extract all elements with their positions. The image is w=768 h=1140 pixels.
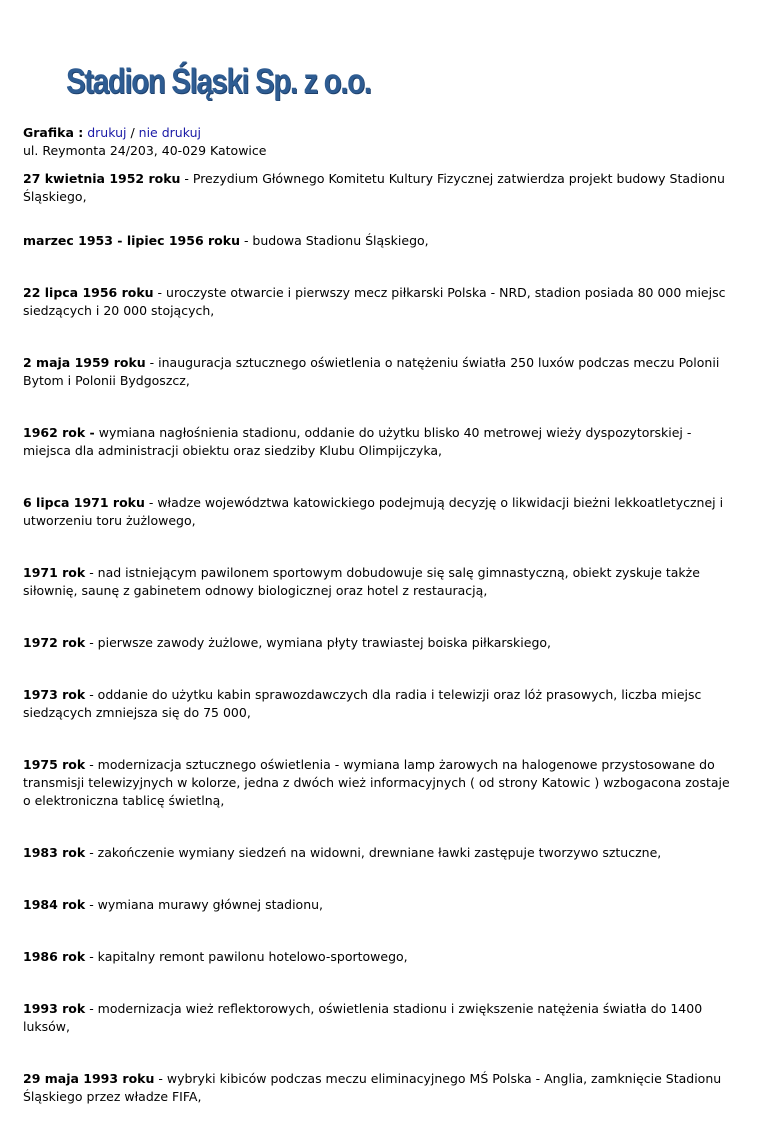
entry-date: 1962 rok - [23, 425, 95, 440]
entry-text: - modernizacja sztucznego oświetlenia - wymiana lamp żarowych na halogenowe przystosowane do transmisji telewizyjnych w kolorze, jedna z dwóch wież informacyjnych ( od strony Katowic ) wzbogacona zostaje o elektroniczna tablicę świetlną, [23, 757, 730, 808]
company-logo: Stadion Śląski Sp. z o.o. [66, 62, 371, 101]
entry-date: 1971 rok [23, 565, 86, 580]
entry-text: - kapitalny remont pawilonu hotelowo-sportowego, [85, 949, 408, 964]
grafika-label: Grafika : [23, 125, 84, 140]
entry-date: 1972 rok [23, 635, 86, 650]
timeline-entry [23, 896, 735, 914]
address: ul. Reymonta 24/203, 40-029 Katowice [23, 143, 267, 158]
entry-date: 1986 rok [23, 949, 86, 964]
timeline-entry [23, 284, 735, 320]
timeline-entry [23, 354, 735, 390]
entry-date: 1975 rok [23, 757, 86, 772]
timeline-entry [23, 948, 735, 966]
timeline-entry [23, 494, 735, 530]
entry-text: - nad istniejącym pawilonem sportowym dobudowuje się salę gimnastyczną, obiekt zyskuje także siłownię, saunę z gabinetem odnowy biologicznej oraz hotel z restauracją, [23, 565, 700, 598]
timeline-entry [23, 170, 735, 206]
entry-text: - pierwsze zawody żużlowe, wymiana płyty trawiastej boiska piłkarskiego, [85, 635, 552, 650]
entry-date: marzec 1953 - lipiec 1956 roku [23, 233, 240, 248]
timeline-entry [23, 1070, 735, 1106]
timeline-entry [23, 1000, 735, 1036]
entry-date: 27 kwietnia 1952 roku [23, 171, 181, 186]
entry-text: - uroczyste otwarcie i pierwszy mecz piłkarski Polska - NRD, stadion posiada 80 000 miejsc siedzących i 20 000 stojących, [23, 285, 726, 318]
entry-text: - oddanie do użytku kabin sprawozdawczych dla radia i telewizji oraz lóż prasowych, liczba miejsc siedzących zmniejsza się do 75 000, [23, 687, 702, 720]
entry-date: 29 maja 1993 roku [23, 1071, 155, 1086]
print-link[interactable]: drukuj [87, 125, 127, 140]
entry-date: 22 lipca 1956 roku [23, 285, 154, 300]
entry-text: - Prezydium Głównego Komitetu Kultury Fizycznej zatwierdza projekt budowy Stadionu Śląskiego, [23, 171, 725, 204]
timeline-entry [23, 564, 735, 600]
entry-text: - inauguracja sztucznego oświetlenia o natężeniu światła 250 luxów podczas meczu Polonii Bytom i Polonii Bydgoszcz, [23, 355, 720, 388]
timeline [23, 170, 735, 1106]
link-separator: / [130, 125, 135, 140]
entry-date: 1973 rok [23, 687, 86, 702]
entry-date: 2 maja 1959 roku [23, 355, 146, 370]
entry-text: - władze województwa katowickiego podejmują decyzję o likwidacji bieżni lekkoatletycznej i utworzeniu toru żużlowego, [23, 495, 724, 528]
timeline-entry [23, 686, 735, 722]
entry-text: wymiana nagłośnienia stadionu, oddanie do użytku blisko 40 metrowej wieży dyspozytorskiej - miejsca dla administracji obiektu oraz siedziby Klubu Olimpijczyka, [23, 425, 692, 458]
document-content [23, 124, 735, 1140]
entry-text: - zakończenie wymiany siedzeń na widowni, drewniane ławki zastępuje tworzywo sztuczne, [85, 845, 662, 860]
timeline-entry [23, 232, 735, 250]
timeline-entry [23, 424, 735, 460]
timeline-entry [23, 634, 735, 652]
timeline-entry [23, 844, 735, 862]
entry-date: 1993 rok [23, 1001, 86, 1016]
entry-date: 1984 rok [23, 897, 86, 912]
entry-text: - wymiana murawy głównej stadionu, [85, 897, 324, 912]
timeline-entry [23, 756, 735, 810]
entry-text: - budowa Stadionu Śląskiego, [239, 233, 429, 248]
no-print-link[interactable]: nie drukuj [138, 125, 201, 140]
entry-text: - modernizacja wież reflektorowych, oświetlenia stadionu i zwiększenie natężenia światła do 1400 luksów, [23, 1001, 703, 1034]
entry-date: 6 lipca 1971 roku [23, 495, 145, 510]
entry-date: 1983 rok [23, 845, 86, 860]
print-options [23, 124, 735, 142]
entry-text: - wybryki kibiców podczas meczu eliminacyjnego MŚ Polska - Anglia, zamknięcie Stadionu Śląskiego przez władze FIFA, [23, 1071, 722, 1104]
